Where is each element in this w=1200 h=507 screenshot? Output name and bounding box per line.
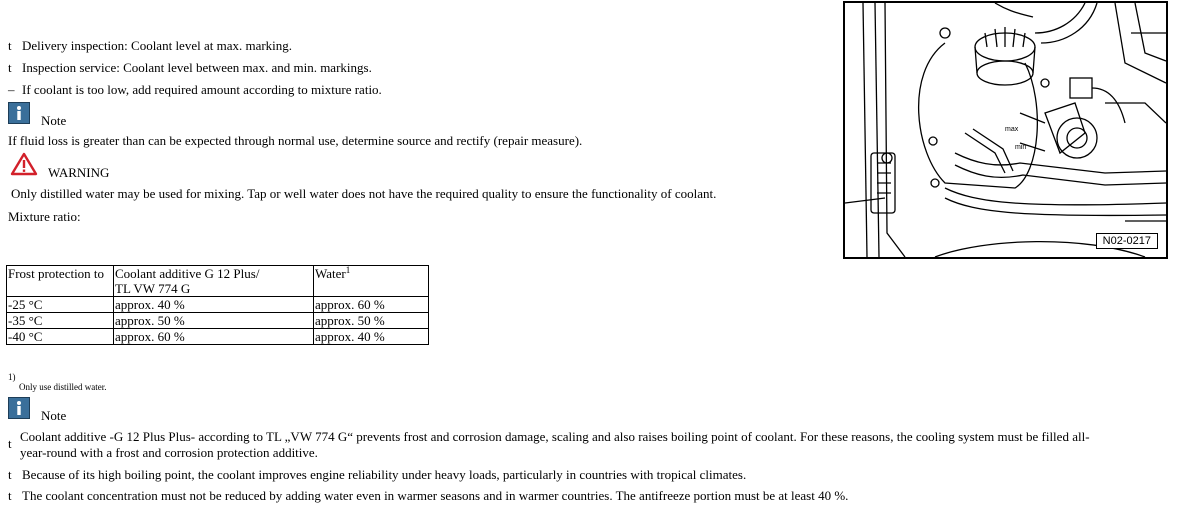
warning-text: Only distilled water may be used for mixing. Tap or well water does not have the required quality to ensure the functionality of coolant. [11, 186, 717, 201]
header-frost: Frost protection to [7, 266, 114, 297]
table-cell: approx. 50 % [114, 313, 314, 329]
header-additive: Coolant additive G 12 Plus/ TL VW 774 G [114, 266, 314, 297]
list-item [8, 488, 848, 504]
warning-title: WARNING [48, 165, 110, 180]
header-water: Water$^1$ [314, 266, 429, 297]
list-item-text: Delivery inspection: Coolant level at max. marking. [22, 38, 293, 53]
note-title: Note [41, 113, 67, 128]
list-item [8, 467, 746, 483]
table-cell: approx. 60 % [314, 297, 429, 313]
bullet-marker: t [8, 488, 12, 503]
table-cell: approx. 50 % [314, 313, 429, 329]
table-cell: approx. 40 % [114, 297, 314, 313]
warning-icon [10, 152, 38, 176]
table-cell: approx. 60 % [114, 329, 314, 345]
list-item-text: Inspection service: Coolant level between max. and min. markings. [22, 60, 372, 75]
list-item-text: Coolant additive -G 12 Plus Plus- according to TL „VW 774 G“ prevents frost and corrosion damage, scaling and also raises boiling point of coolant. For these reasons, the cooling system must be filled all- [20, 429, 1090, 444]
footnote-text: Only use distilled water. [19, 382, 107, 392]
footnote-ref: 1 [345, 265, 351, 275]
engine-bay-drawing [845, 3, 1166, 257]
max-marking: max [1005, 126, 1019, 133]
list-item [8, 60, 372, 76]
coolant-reservoir-figure [843, 1, 1168, 259]
bullet-marker: t [8, 38, 12, 53]
table-cell: -40 °C [7, 329, 114, 345]
figure-label: N02-0217 [1096, 233, 1158, 249]
info-icon [8, 397, 30, 419]
min-marking: min [1015, 144, 1027, 151]
list-item-text: year-round with a frost and corrosion protection additive. [20, 445, 318, 460]
table-cell: -25 °C [7, 297, 114, 313]
list-item-text: Because of its high boiling point, the coolant improves engine reliability under heavy loads, particularly in countries with tropical climates. [22, 467, 747, 482]
table-row [7, 313, 429, 329]
list-item [8, 82, 382, 98]
bullet-marker: t [8, 467, 12, 482]
note-text: If fluid loss is greater than can be expected through normal use, determine source and rectify (repair measure). [8, 133, 583, 148]
mixture-table [6, 265, 429, 345]
table-row [7, 297, 429, 313]
table-row [7, 329, 429, 345]
table-cell: -35 °C [7, 313, 114, 329]
bullet-marker: – [8, 82, 15, 97]
mixture-label: Mixture ratio: [8, 209, 81, 224]
bullet-marker: t [8, 436, 12, 451]
footnote-marker: 1) [8, 372, 16, 382]
list-item-text: If coolant is too low, add required amount according to mixture ratio. [22, 82, 382, 97]
list-item-text: The coolant concentration must not be reduced by adding water even in warmer seasons and in warmer countries. The antifreeze portion must be at least 40 %. [22, 488, 849, 503]
info-icon [8, 102, 30, 124]
table-header-row [7, 266, 429, 297]
note-title: Note [41, 408, 67, 423]
list-item [8, 38, 292, 54]
table-cell: approx. 40 % [314, 329, 429, 345]
bullet-marker: t [8, 60, 12, 75]
